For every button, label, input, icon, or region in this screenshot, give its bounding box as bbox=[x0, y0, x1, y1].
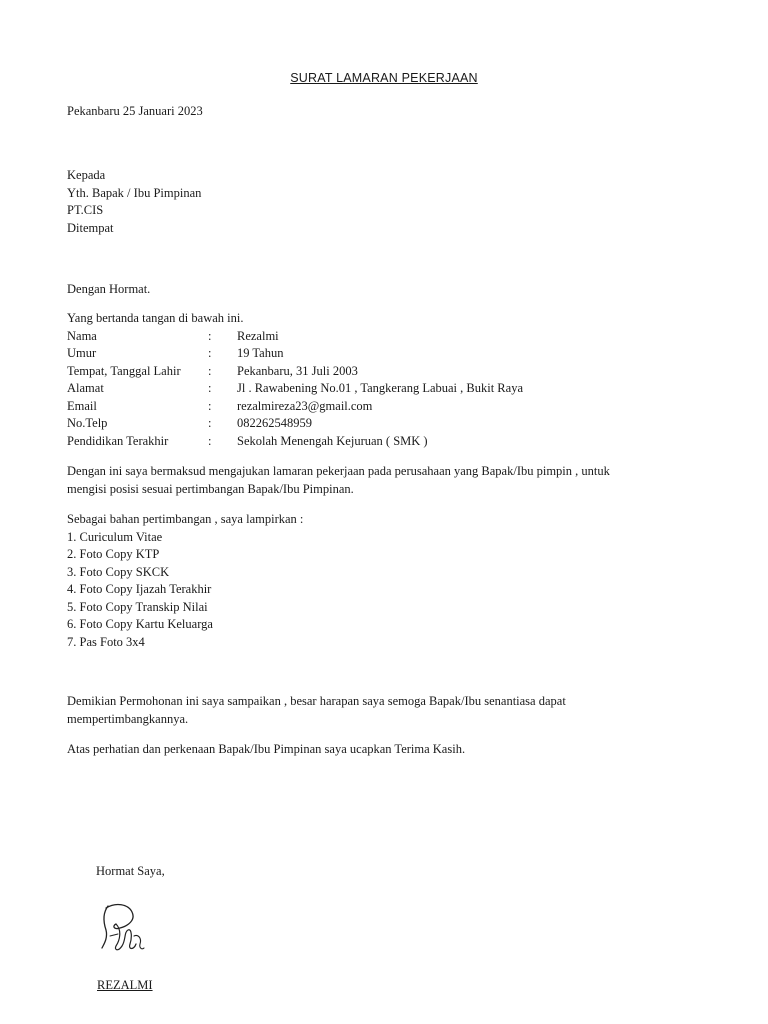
field-label: Pendidikan Terakhir bbox=[67, 433, 169, 448]
paragraph-line: mempertimbangkannya. bbox=[67, 711, 189, 726]
identity-row bbox=[0, 433, 768, 450]
recipient-line: PT.CIS bbox=[67, 203, 104, 217]
field-value: Pekanbaru, 31 Juli 2003 bbox=[237, 363, 358, 378]
field-colon: : bbox=[208, 381, 212, 395]
recipient-line: Kepada bbox=[67, 168, 106, 182]
field-label: Tempat, Tanggal Lahir bbox=[67, 363, 181, 378]
identity-row bbox=[0, 345, 768, 362]
field-value: Jl . Rawabening No.01 , Tangkerang Labuai , Bukit Raya bbox=[237, 381, 523, 395]
recipient-line: Ditempat bbox=[67, 220, 114, 235]
attachment-item: 5. Foto Copy Transkip Nilai bbox=[67, 599, 208, 614]
field-label: No.Telp bbox=[67, 416, 108, 430]
signer-name: REZALMI bbox=[97, 978, 153, 992]
attachment-item: 2. Foto Copy KTP bbox=[67, 547, 160, 561]
thanks-line: Atas perhatian dan perkenaan Bapak/Ibu Pimpinan saya ucapkan Terima Kasih. bbox=[67, 742, 466, 756]
paragraph-line: Demikian Permohonan ini saya sampaikan , besar harapan saya semoga Bapak/Ibu senantiasa dapat bbox=[67, 694, 566, 708]
field-label: Nama bbox=[67, 328, 97, 343]
attachment-item: 1. Curiculum Vitae bbox=[67, 529, 163, 544]
sign-off: Hormat Saya, bbox=[96, 864, 165, 878]
field-value: Sekolah Menengah Kejuruan ( SMK ) bbox=[237, 433, 428, 448]
identity-row bbox=[0, 380, 768, 397]
field-colon: : bbox=[208, 363, 212, 378]
field-colon: : bbox=[208, 328, 212, 343]
field-label: Umur bbox=[67, 346, 97, 360]
recipient-line: Yth. Bapak / Ibu Pimpinan bbox=[67, 185, 202, 200]
field-label: Alamat bbox=[67, 381, 104, 395]
paragraph-line: Dengan ini saya bermaksud mengajukan lamaran pekerjaan pada perusahaan yang Bapak/Ibu pimpin , untuk bbox=[67, 464, 610, 478]
identity-row bbox=[0, 363, 768, 380]
handwritten-signature bbox=[98, 900, 148, 956]
field-value: rezalmireza23@gmail.com bbox=[237, 398, 373, 413]
intro-line: Yang bertanda tangan di bawah ini. bbox=[67, 311, 244, 325]
attachment-item: 6. Foto Copy Kartu Keluarga bbox=[67, 617, 213, 631]
place-date: Pekanbaru 25 Januari 2023 bbox=[67, 104, 203, 118]
field-colon: : bbox=[208, 433, 212, 448]
field-value: Rezalmi bbox=[237, 328, 279, 343]
field-colon: : bbox=[208, 398, 212, 413]
field-value: 19 Tahun bbox=[237, 346, 284, 360]
field-value: 082262548959 bbox=[237, 416, 312, 430]
letter-title: SURAT LAMARAN PEKERJAAN bbox=[290, 71, 478, 85]
identity-row bbox=[0, 328, 768, 345]
attachment-item: 7. Pas Foto 3x4 bbox=[67, 634, 145, 649]
identity-row bbox=[0, 398, 768, 415]
field-colon: : bbox=[208, 346, 212, 360]
field-colon: : bbox=[208, 416, 212, 430]
attachment-item: 3. Foto Copy SKCK bbox=[67, 564, 170, 579]
identity-row bbox=[0, 415, 768, 432]
greeting: Dengan Hormat. bbox=[67, 282, 151, 296]
paragraph-line: mengisi posisi sesuai pertimbangan Bapak/Ibu Pimpinan. bbox=[67, 481, 354, 496]
attachment-item: 4. Foto Copy Ijazah Terakhir bbox=[67, 582, 212, 596]
attachments-intro: Sebagai bahan pertimbangan , saya lampirkan : bbox=[67, 512, 304, 526]
field-label: Email bbox=[67, 398, 97, 413]
